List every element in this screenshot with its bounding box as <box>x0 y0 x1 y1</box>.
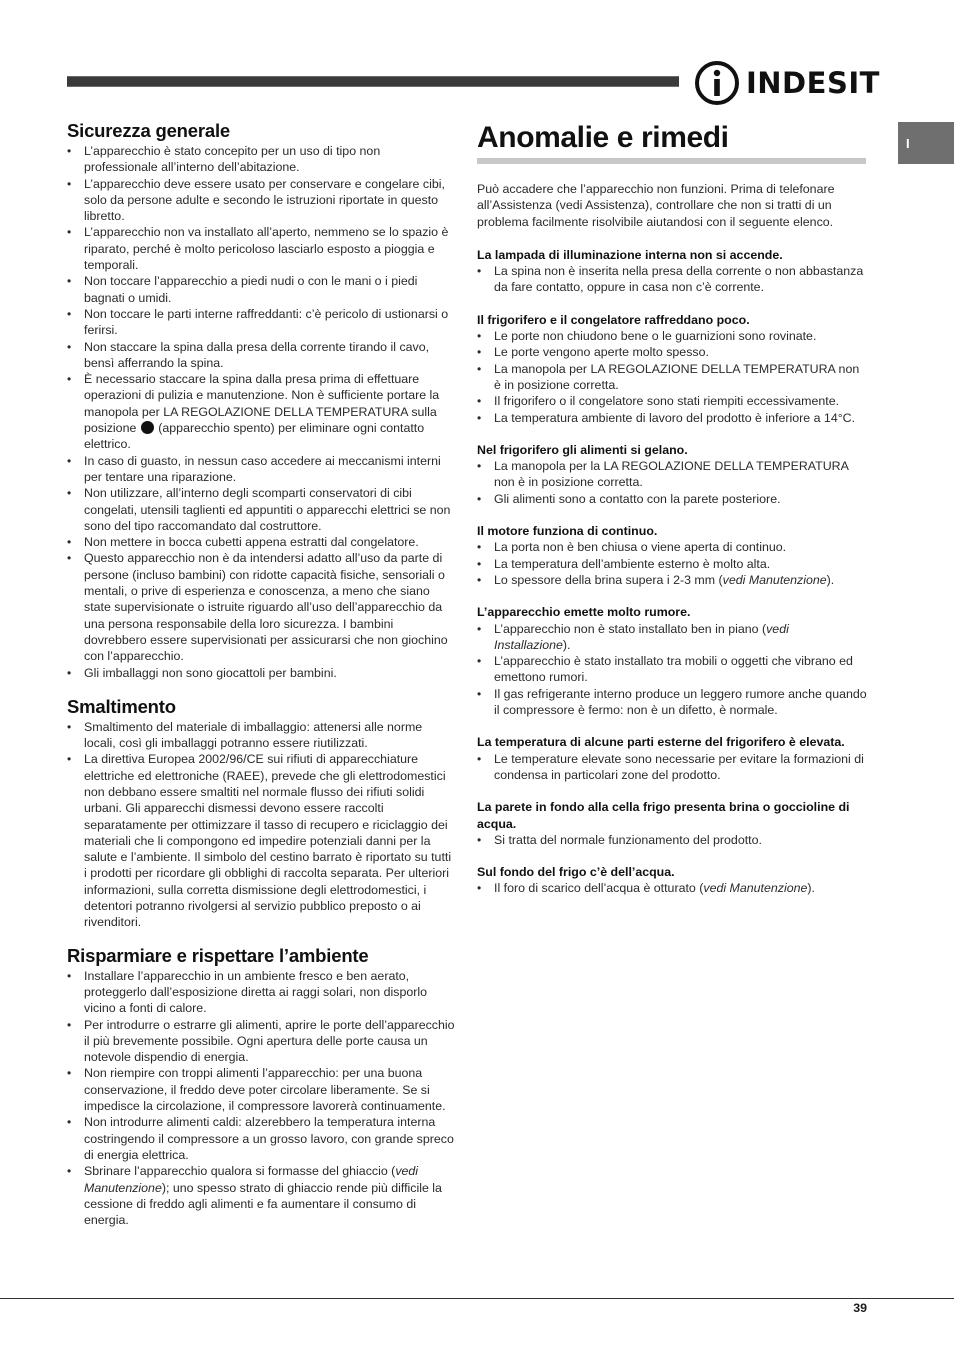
list-item: • La manopola per LA REGOLAZIONE DELLA TEMPERATURA non è in posizione corretta. <box>477 361 867 394</box>
list-item: • L’apparecchio deve essere usato per conservare e congelare cibi, solo da persone adulte e secondo le istruzioni riportate in questo libretto. <box>67 176 457 225</box>
problem-heading: La temperatura di alcune parti esterne del frigorifero è elevata. <box>477 735 845 750</box>
list-item: • Le porte vengono aperte molto spesso. <box>477 344 867 360</box>
solution-list <box>477 263 867 296</box>
list-item: • Non toccare l’apparecchio a piedi nudi o con le mani o i piedi bagnati o umidi. <box>67 273 457 306</box>
list-item-text: Lo spessore della brina supera i 2-3 mm ( <box>494 572 723 587</box>
cross-reference: vedi Manutenzione <box>703 881 808 896</box>
problem-heading: Sul fondo del frigo c’è dell’acqua. <box>477 865 675 880</box>
problem-block <box>477 734 867 783</box>
solution-list <box>477 832 867 848</box>
problem-heading: Il motore funziona di continuo. <box>477 524 658 539</box>
list-item-text-tail: (apparecchio spento) per eliminare ogni contatto elettrico. <box>84 421 425 452</box>
solution-list <box>477 751 867 784</box>
brand-logo <box>694 60 880 106</box>
list-item: • L’apparecchio è stato installato tra mobili o oggetti che vibrano ed emettono rumori. <box>477 653 867 686</box>
list-item: • Non staccare la spina dalla presa della corrente tirando il cavo, bensì afferrando la spina. <box>67 339 457 372</box>
list-item-text-tail: ). <box>562 637 571 652</box>
problem-heading: La parete in fondo alla cella frigo presenta brina o goccioline di acqua. <box>477 800 850 831</box>
problem-block <box>477 312 867 426</box>
list-item: • L’apparecchio è stato concepito per un uso di tipo non professionale all’interno dell’abitazione. <box>67 143 457 176</box>
list-item <box>477 880 867 896</box>
list-item: • Non mettere in bocca cubetti appena estratti dal congelatore. <box>67 534 457 550</box>
list-item: • La manopola per la LA REGOLAZIONE DELLA TEMPERATURA non è in posizione corretta. <box>477 458 867 491</box>
off-position-icon <box>141 421 154 434</box>
problem-heading: La lampada di illuminazione interna non si accende. <box>477 247 783 262</box>
list-item: • Non toccare le parti interne raffreddanti: c’è pericolo di ustionarsi o ferirsi. <box>67 306 457 339</box>
list-item: • La spina non è inserita nella presa della corrente o non abbastanza da fare contatto, oppure in casa non c’è corrente. <box>477 263 867 296</box>
problem-block <box>477 864 867 897</box>
problem-heading: L’apparecchio emette molto rumore. <box>477 605 691 620</box>
list-item: • Non introdurre alimenti caldi: alzerebbero la temperatura interna costringendo il compressore a un grosso lavoro, con grande spreco di energia elettrica. <box>67 1114 457 1163</box>
list-item: • Le porte non chiudono bene o le guarnizioni sono rovinate. <box>477 328 867 344</box>
list-item <box>477 572 867 588</box>
list-item-text: Sbrinare l’apparecchio qualora si formasse del ghiaccio ( <box>84 1164 396 1179</box>
list-item: • Smaltimento del materiale di imballaggio: attenersi alle norme locali, così gli imballaggi potranno essere riutilizzati. <box>67 719 457 752</box>
language-tab: I <box>898 122 954 164</box>
problem-block <box>477 442 867 507</box>
list-item: • La porta non è ben chiusa o viene aperta di continuo. <box>477 539 867 555</box>
list-item <box>67 371 457 452</box>
solution-list <box>477 621 867 719</box>
list-item: • Gli imballaggi non sono giocattoli per bambini. <box>67 665 457 681</box>
problem-block <box>477 799 867 848</box>
title-underline <box>477 158 866 164</box>
ambiente-list <box>67 968 457 1229</box>
list-item-text: È necessario staccare la spina dalla presa prima di effettuare operazioni di pulizia e manutenzione. Non è sufficiente portare la manopola per LA REGOLAZIONE DELLA TEMPERATURA sulla posizione <box>84 372 440 436</box>
solution-list <box>477 458 867 507</box>
list-item-text: L’apparecchio non è stato installato ben in piano ( <box>494 621 767 636</box>
list-item: • Si tratta del normale funzionamento del prodotto. <box>477 832 867 848</box>
problem-block <box>477 604 867 718</box>
list-item: • Il frigorifero o il congelatore sono stati riempiti eccessivamente. <box>477 393 867 409</box>
list-item: • Il gas refrigerante interno produce un leggero rumore anche quando il compressore è fermo: non è un difetto, è normale. <box>477 686 867 719</box>
section-title-sicurezza: Sicurezza generale <box>67 120 230 141</box>
list-item: • In caso di guasto, in nessun caso accedere ai meccanismi interni per tentare una riparazione. <box>67 453 457 486</box>
list-item: • Questo apparecchio non è da intendersi adatto all’uso da parte di persone (incluso bambini) con ridotte capacità fisiche, sensoriali o mentali, o prive di esperienza e conoscenza, a meno che siano state supervisionate o istruite riguardo all’uso dell’apparecchio da una persona responsabile della loro sicurezza. I bambini dovrebbero essere supervisionati per assicurarsi che non giochino con l’apparecchio. <box>67 550 457 664</box>
problem-block <box>477 247 867 296</box>
list-item: • La temperatura dell’ambiente esterno è molto alta. <box>477 556 867 572</box>
list-item: • Non riempire con troppi alimenti l’apparecchio: per una buona conservazione, il freddo deve poter circolare liberamente. Se si impedisce la circolazione, il compressore lavorerà continuamente. <box>67 1065 457 1114</box>
list-item-text: Il foro di scarico dell’acqua è otturato ( <box>494 881 704 896</box>
left-column <box>67 118 457 1228</box>
intro-paragraph: Può accadere che l’apparecchio non funzioni. Prima di telefonare all’Assistenza (vedi Assistenza), controllare che non si tratti di un problema facilmente risolvibile aiutandosi con il seguente elenco. <box>477 182 835 229</box>
cross-reference: vedi Manutenzione <box>722 572 827 587</box>
list-item <box>477 621 867 654</box>
page-title: Anomalie e rimedi <box>477 121 729 154</box>
problem-block <box>477 523 867 588</box>
smaltimento-list <box>67 719 457 931</box>
list-item: • L’apparecchio non va installato all’aperto, nemmeno se lo spazio è riparato, perché è molto pericoloso lasciarlo esposto a pioggia e temporali. <box>67 224 457 273</box>
section-title-ambiente: Risparmiare e rispettare l’ambiente <box>67 944 369 966</box>
header-bar <box>67 76 679 87</box>
list-item: • Installare l’apparecchio in un ambiente fresco e ben aerato, proteggerlo dall’esposizione diretta ai raggi solari, non disporlo vicino a fonti di calore. <box>67 968 457 1017</box>
right-column <box>477 118 867 897</box>
solution-list <box>477 880 867 896</box>
problem-heading: Il frigorifero e il congelatore raffreddano poco. <box>477 312 750 327</box>
solution-list <box>477 328 867 426</box>
problem-heading: Nel frigorifero gli alimenti si gelano. <box>477 442 688 457</box>
list-item: • La temperatura ambiente di lavoro del prodotto è inferiore a 14°C. <box>477 410 867 426</box>
list-item: • La direttiva Europea 2002/96/CE sui rifiuti di apparecchiature elettriche ed elettroniche (RAEE), prevede che gli elettrodomestici non debbano essere smaltiti nel normale flusso dei rifiuti solidi urbani. Gli apparecchi dismessi devono essere raccolti separatamente per ottimizzare il tasso di recupero e riciclaggio dei materiali che li compongono ed impedire potenziali danni per la salute e l’ambiente. Il simbolo del cestino barrato è riportato su tutti i prodotti per ricordare gli obblighi di raccolta separata. Per ulteriori informazioni, sulla corretta dismissione degli elettrodomestici, i detentori potranno rivolgersi al servizio pubblico preposto o ai rivenditori. <box>67 751 457 930</box>
list-item-text-tail: ); uno spesso strato di ghiaccio rende più difficile la cessione di freddo agli alimenti e fa aumentare il consumo di energia. <box>84 1180 442 1228</box>
footer-rule <box>0 1298 954 1299</box>
list-item <box>67 1163 457 1228</box>
list-item: • Gli alimenti sono a contatto con la parete posteriore. <box>477 491 867 507</box>
section-title-smaltimento: Smaltimento <box>67 695 176 717</box>
list-item-text-tail: ). <box>826 572 835 587</box>
list-item: • Per introdurre o estrarre gli alimenti, aprire le porte dell’apparecchio il più brevemente possibile. Ogni apertura delle porte causa un notevole dispendio di energia. <box>67 1017 457 1066</box>
page-number: 39 <box>853 1301 867 1315</box>
list-item: • Le temperature elevate sono necessarie per evitare la formazioni di condensa in particolari zone del prodotto. <box>477 751 867 784</box>
cross-reference: vedi Installazione <box>494 621 789 652</box>
indesit-i-icon <box>694 60 740 106</box>
solution-list <box>477 539 867 588</box>
list-item: • Non utilizzare, all’interno degli scomparti conservatori di cibi congelati, utensili taglienti ed appuntiti o apparecchi elettrici se non sono del tipo raccomandato dal costruttore. <box>67 485 457 534</box>
cross-reference: vedi Manutenzione <box>84 1164 419 1195</box>
sicurezza-list <box>67 143 457 681</box>
list-item-text-tail: ). <box>807 881 815 896</box>
brand-wordmark: INDESIT <box>746 66 880 100</box>
